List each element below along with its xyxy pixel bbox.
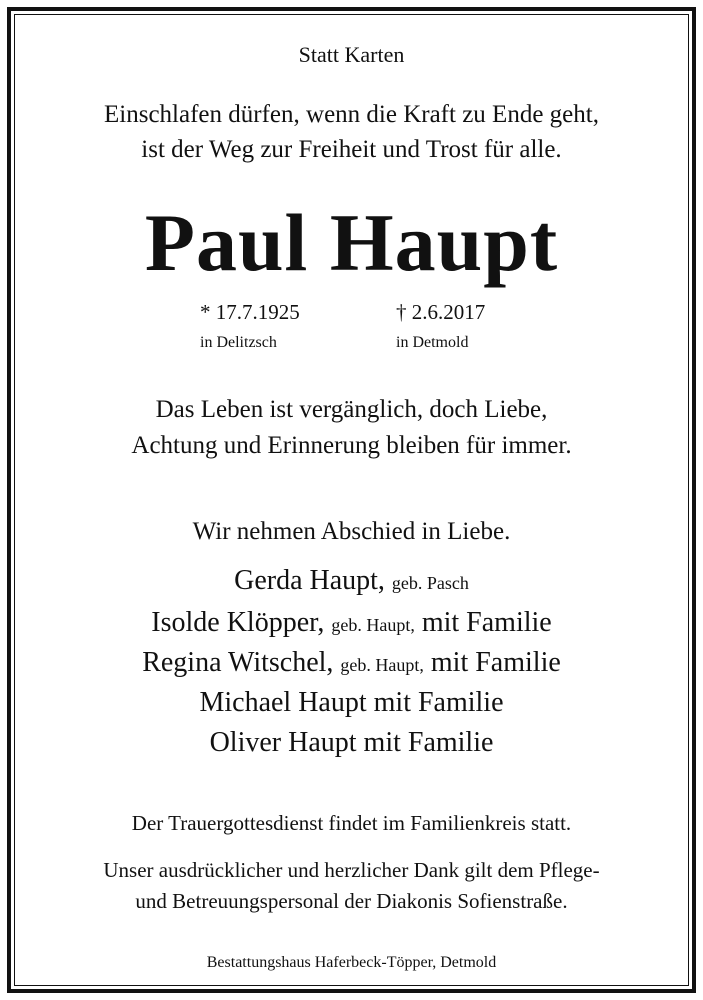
death-place: in Detmold (396, 334, 469, 351)
mourner-name: Regina Witschel, (142, 647, 334, 678)
mourner-line (0, 565, 703, 597)
poem-top-line-2: ist der Weg zur Freiheit und Trost für alle. (141, 136, 562, 163)
mourner-name: Oliver Haupt mit Familie (209, 727, 494, 758)
poem-middle-line-2: Achtung und Erinnerung bleiben für immer. (131, 432, 572, 459)
mourner-name: Gerda Haupt, (234, 565, 385, 596)
mourner-note: geb. Haupt, (331, 615, 415, 635)
death-date: † 2.6.2017 (396, 300, 486, 324)
mourner-line (0, 687, 703, 719)
undertaker-text: Bestattungshaus Haferbeck-Töpper, Detmold (206, 954, 497, 971)
mourner-name: Isolde Klöpper, (151, 607, 325, 638)
birth-date: * 17.7.1925 (200, 300, 300, 324)
mourner-line (0, 607, 703, 639)
header-text: Statt Karten (298, 42, 405, 67)
mourner-suffix: mit Familie (430, 647, 561, 678)
thanks-line-2: und Betreuungspersonal der Diakonis Sofienstraße. (135, 889, 568, 913)
mourner-line (0, 727, 703, 759)
farewell-text: Wir nehmen Abschied in Liebe. (192, 518, 511, 545)
mourner-line (0, 647, 703, 679)
thanks-line-1: Unser ausdrücklicher und herzlicher Dank gilt dem Pflege- (103, 858, 600, 882)
mourner-note: geb. Haupt, (340, 655, 424, 675)
service-note: Der Trauergottesdienst findet im Familienkreis statt. (131, 811, 572, 835)
mourner-note: geb. Pasch (391, 573, 469, 593)
birth-place: in Delitzsch (200, 334, 277, 351)
poem-middle-line-1: Das Leben ist vergänglich, doch Liebe, (155, 396, 548, 423)
poem-top-line-1: Einschlafen dürfen, wenn die Kraft zu Ende geht, (104, 101, 599, 128)
mourner-suffix: mit Familie (421, 607, 552, 638)
mourner-name: Michael Haupt mit Familie (199, 687, 504, 718)
deceased-name: Paul Haupt (144, 197, 559, 288)
